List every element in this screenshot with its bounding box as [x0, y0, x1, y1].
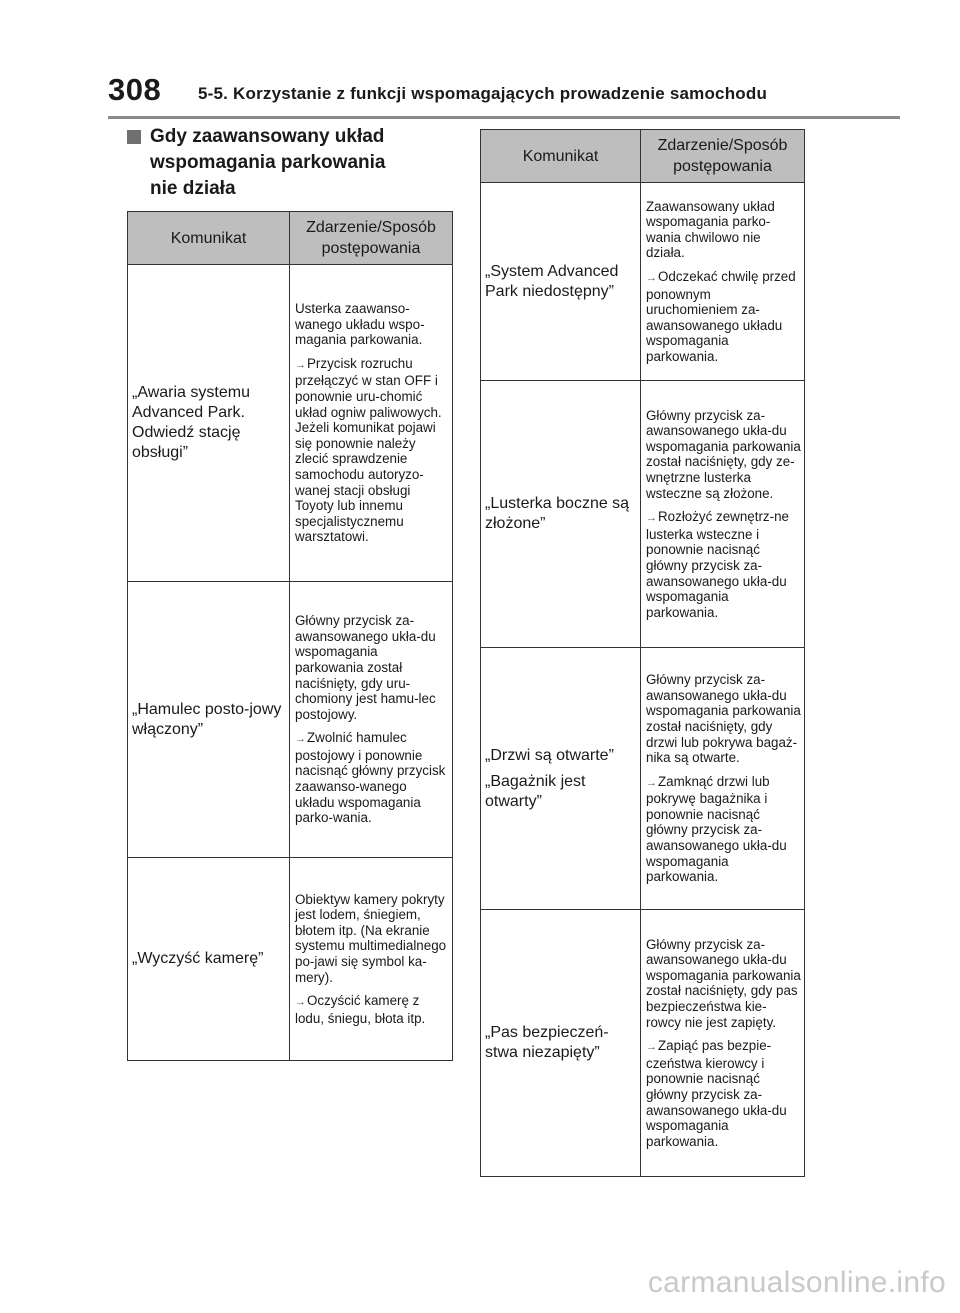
table-row — [128, 265, 453, 582]
bullet-square-icon — [127, 130, 141, 144]
action-cell — [641, 381, 805, 648]
action-cell — [290, 582, 453, 858]
message-text: „Bagażnik jest otwarty” — [485, 772, 586, 810]
message-text: „Wyczyść kamerę” — [132, 950, 264, 967]
chapter-title: 5-5. Korzystanie z funkcji wspomagających prowadzenie samochodu — [198, 84, 768, 103]
event-text: Zaawansowany układ wspomagania parko-wania chwilowo nie działa. — [646, 198, 775, 261]
action-text — [295, 993, 449, 1026]
table-row — [481, 381, 805, 648]
action-text — [646, 509, 801, 620]
header-action: Zdarzenie/Sposób postępowania — [641, 130, 805, 183]
right-message-table — [480, 129, 805, 1177]
section-title-line: wspomagania parkowania — [150, 152, 386, 173]
action-text — [646, 1038, 801, 1149]
action-text — [646, 774, 801, 885]
message-text: „Pas bezpieczeń-stwa niezapięty” — [485, 1024, 609, 1061]
arrow-right-icon: → — [295, 996, 306, 1009]
event-text: Główny przycisk za-awansowanego ukła-du wspomagania parkowania został naciśnięty, gdy ze-wnętrzne lusterka wsteczne są złożone. — [646, 407, 801, 501]
action-instruction: Zapiąć pas bezpie-czeństwa kierowcy i ponownie nacisnąć główny przycisk za-awansowanego ukła-du wspomagania parkowania. — [646, 1038, 787, 1149]
message-cell — [481, 183, 641, 381]
action-instruction: Przycisk rozruchu przełączyć w stan OFF i ponownie uru-chomić układ ogniw paliwowych. Jeżeli komunikat pojawi się ponownie należy zlecić sprawdzenie samochodu autoryzo-wanej stacji obsługi Toyoty lub innemu specjalistycznemu warsztatowi. — [295, 355, 442, 545]
action-cell — [641, 910, 805, 1177]
section-title-line: Gdy zaawansowany układ — [150, 126, 385, 147]
message-cell — [128, 582, 290, 858]
table-row — [481, 648, 805, 910]
section-heading — [127, 124, 437, 202]
event-text: Główny przycisk za-awansowanego ukła-du wspomagania parkowania został naciśnięty, gdy pas bezpieczeństwa kie-rowcy nie jest zapięty. — [646, 936, 801, 1030]
header-message: Komunikat — [128, 212, 290, 265]
header-message: Komunikat — [481, 130, 641, 183]
action-cell — [641, 183, 805, 381]
arrow-right-icon: → — [646, 512, 657, 525]
page-header — [0, 0, 960, 118]
message-text: „Awaria systemu Advanced Park. Odwiedź stację obsługi” — [132, 384, 250, 461]
message-text: „Hamulec posto-jowy włączony” — [132, 700, 282, 738]
message-text: „System Advanced Park niedostępny” — [485, 262, 619, 300]
arrow-right-icon: → — [646, 271, 657, 284]
message-text: „Drzwi są otwarte” — [485, 746, 614, 764]
action-cell — [641, 648, 805, 910]
arrow-right-icon: → — [646, 1041, 657, 1054]
message-cell — [128, 265, 290, 582]
message-text: „Lusterka boczne są złożone” — [485, 495, 630, 532]
header-divider — [108, 116, 900, 119]
action-instruction: Zamknąć drzwi lub pokrywę bagażnika i ponownie nacisnąć główny przycisk za-awansowanego ukła-du wspomagania parkowania. — [646, 773, 787, 885]
arrow-right-icon: → — [646, 776, 657, 789]
action-instruction: Oczyścić kamerę z lodu, śniegu, błota itp. — [295, 993, 426, 1026]
left-message-table — [127, 211, 453, 1061]
message-cell — [481, 648, 641, 910]
message-cell — [481, 381, 641, 648]
message-cell — [481, 910, 641, 1177]
table-row — [481, 910, 805, 1177]
header-action: Zdarzenie/Sposób postępowania — [290, 212, 453, 265]
action-text — [646, 269, 801, 365]
action-cell — [290, 265, 453, 582]
action-text — [295, 730, 449, 826]
watermark: carmanualsonline.info — [647, 1266, 946, 1299]
arrow-right-icon: → — [295, 358, 306, 371]
event-text: Główny przycisk za-awansowanego ukła-du wspomagania parkowania został naciśnięty, gdy uru-chomiony jest hamu-lec postojowy. — [295, 613, 436, 722]
action-instruction: Odczekać chwilę przed ponownym uruchomieniem za-awansowanego układu wspomagania parkowania. — [646, 268, 796, 364]
event-text: Obiektyw kamery pokryty jest lodem, śniegiem, błotem itp. (Na ekranie systemu multimedialnego po-jawi się symbol ka-mery). — [295, 891, 447, 985]
message-cell — [128, 858, 290, 1061]
event-text: Główny przycisk za-awansowanego ukła-du wspomagania parkowania został naciśnięty, gdy drzwi lub pokrywa bagaż-nika są otwarte. — [646, 672, 801, 766]
action-text — [295, 356, 449, 545]
action-cell — [290, 858, 453, 1061]
page-number: 308 — [108, 72, 162, 107]
action-instruction: Zwolnić hamulec postojowy i ponownie nacisnąć główny przycisk zaawanso-wanego układu wspomagania parko-wania. — [295, 730, 446, 826]
table-row — [128, 582, 453, 858]
table-row — [481, 183, 805, 381]
table-row — [128, 858, 453, 1061]
arrow-right-icon: → — [295, 733, 306, 746]
section-title-line: nie działa — [150, 178, 236, 199]
event-text: Usterka zaawanso-wanego układu wspo-magania parkowania. — [295, 301, 425, 348]
action-instruction: Rozłożyć zewnętrz-ne lusterka wsteczne i ponownie nacisnąć główny przycisk za-awansowanego ukła-du wspomagania parkowania. — [646, 509, 789, 620]
